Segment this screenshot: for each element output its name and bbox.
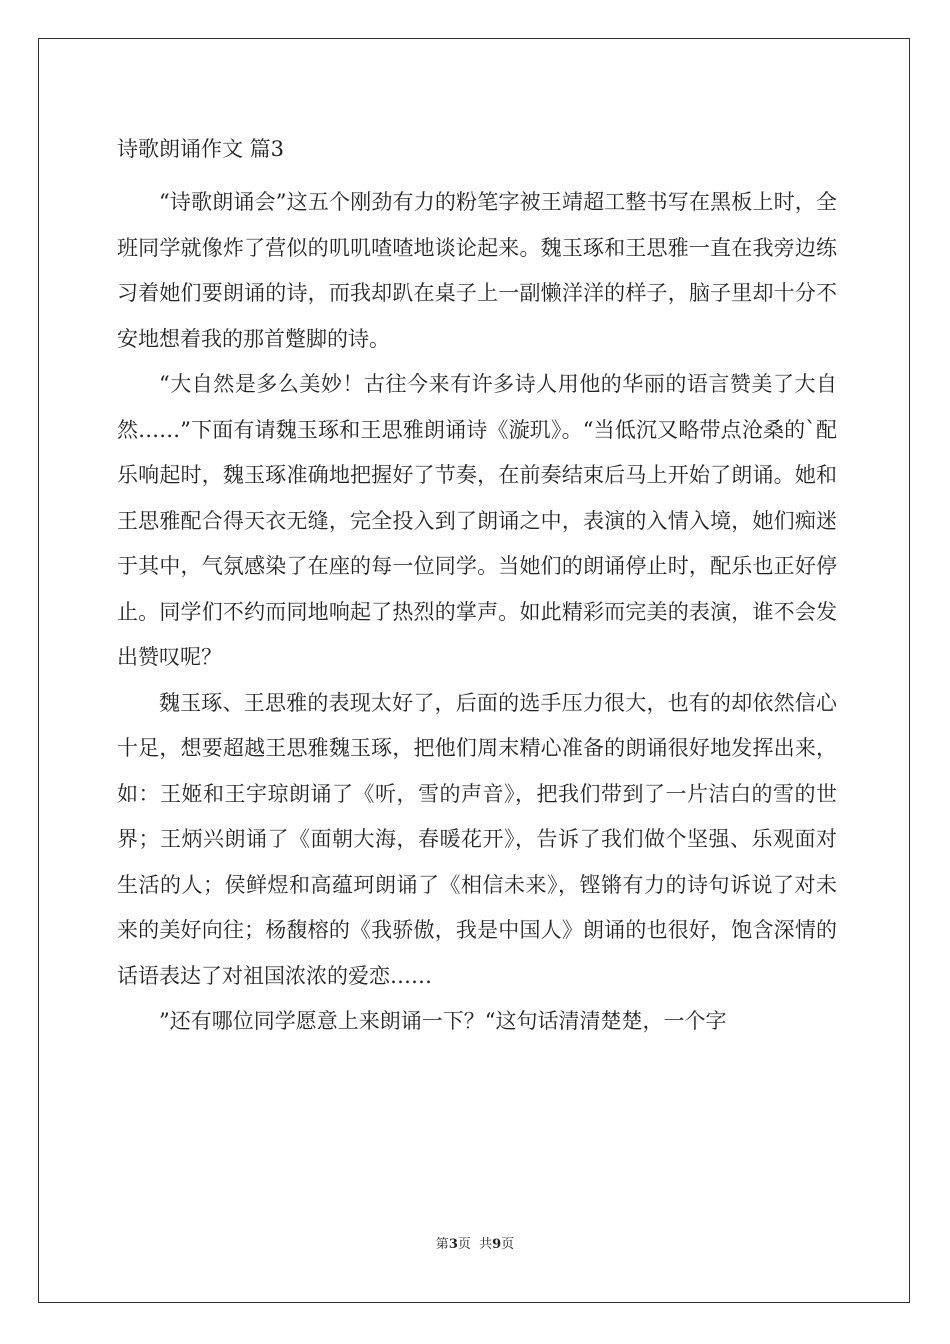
footer-prefix: 第 (435, 1237, 449, 1252)
page-footer (0, 1236, 950, 1254)
footer-mid: 页 共 (457, 1237, 493, 1252)
footer-suffix: 页 (501, 1237, 515, 1252)
footer-current-page: 3 (448, 1237, 458, 1252)
paragraph-4: ”还有哪位同学愿意上来朗诵一下？“这句话清清楚楚，一个字 (159, 1009, 727, 1033)
document-body (117, 128, 837, 1045)
paragraph-1: “诗歌朗诵会”这五个刚劲有力的粉笔字被王靖超工整书写在黑板上时，全班同学就像炸了营似的叽叽喳喳地谈论起来。魏玉琢和王思雅一直在我旁边练习着她们要朗诵的诗，而我却趴在桌子上一副懒洋洋的样子，脑子里却十分不安地想着我的那首蹩脚的诗。 (117, 190, 837, 351)
paragraph-3: 魏玉琢、王思雅的表现太好了，后面的选手压力很大，也有的却依然信心十足，想要超越王思雅魏玉琢，把他们周末精心准备的朗诵很好地发挥出来，如：王姬和王宇琼朗诵了《听，雪的声音》，把我们带到了一片洁白的雪的世界；王炳兴朗诵了《面朝大海，春暖花开》，告诉了我们做个坚强、乐观面对生活的人；侯鲜煜和高蕴珂朗诵了《相信未来》，铿锵有力的诗句诉说了对未来的美好向往；杨馥榕的《我骄傲，我是中国人》朗诵的也很好，饱含深情的话语表达了对祖国浓浓的爱恋…… (117, 690, 837, 988)
document-heading: 诗歌朗诵作文 篇3 (117, 137, 285, 161)
footer-total-pages: 9 (492, 1237, 502, 1252)
paragraph-2: “大自然是多么美妙！古往今来有许多诗人用他的华丽的语言赞美了大自然……”下面有请魏玉琢和王思雅朗诵诗《漩玑》。“当低沉又略带点沧桑的`配乐响起时，魏玉琢准确地把握好了节奏，在前奏结束后马上开始了朗诵。她和王思雅配合得天衣无缝，完全投入到了朗诵之中，表演的入情入境，她们痴迷于其中，气氛感染了在座的每一位同学。当她们的朗诵停止时，配乐也正好停止。同学们不约而同地响起了热烈的掌声。如此精彩而完美的表演，谁不会发出赞叹呢？ (117, 372, 837, 669)
